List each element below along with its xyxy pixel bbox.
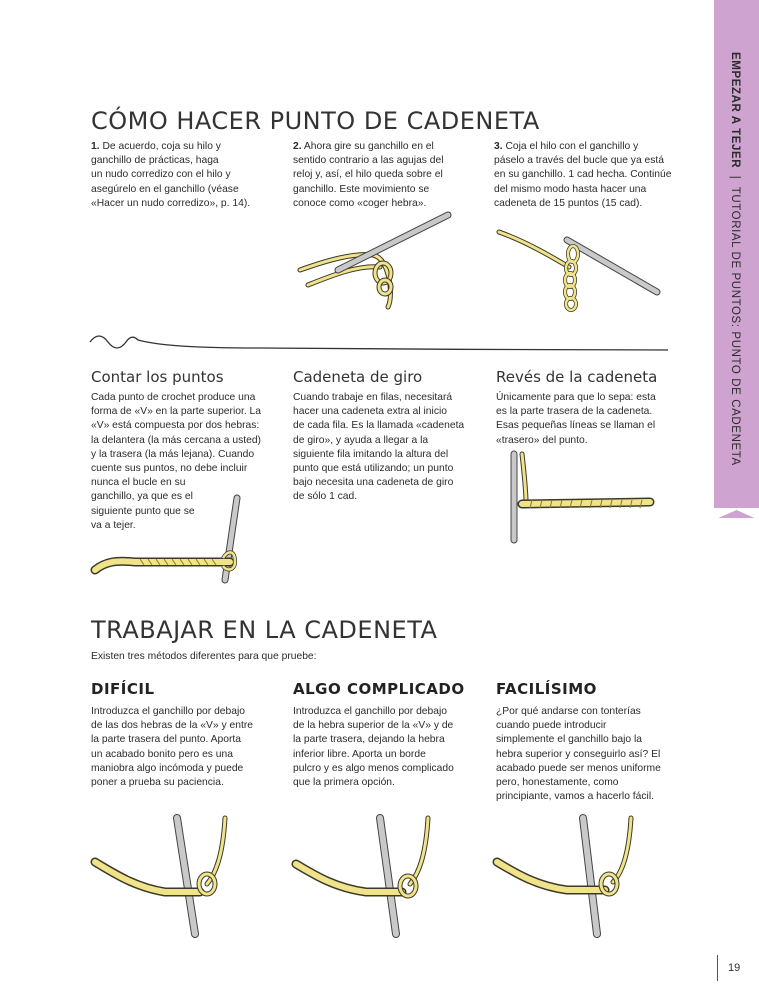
section1-title: CÓMO HACER PUNTO DE CADENETA — [91, 107, 540, 135]
step-3-body: Coja el hilo con el ganchillo y páselo a través del bucle que ya está en su ganchillo. 1 cad hecha. Continúe del mismo modo hasta hacer una cadeneta de 15 puntos (15 cad). — [494, 141, 672, 209]
section3-intro: Existen tres métodos diferentes para que pruebe: — [91, 651, 317, 662]
count-stitches-text: Cada punto de crochet produce una forma de «V» en la parte superior. La «V» está compuesta por dos hebras: la delantera (la más cercana a usted) y la trasera (la más lejana). Cuando cuente sus puntos, no debe incluir nunca el bucle en su ganchillo, ya que es el siguiente punto que se va a tejer. — [91, 392, 262, 531]
side-tab-separator: | — [729, 175, 741, 180]
step-2-body: Ahora gire su ganchillo en el sentido contrario a las agujas del reloj y, así, el hilo queda sobre el ganchillo. Este movimiento se conoce como «coger hebra». — [293, 141, 444, 209]
step-1-body: De acuerdo, coja su hilo y ganchillo de prácticas, haga un nudo corredizo con el hilo y asegúrelo en el ganchillo (véase «Hacer un nudo corredizo», p. 14). — [91, 141, 251, 209]
difficult-title: DIFÍCIL — [91, 680, 155, 698]
count-stitches-title: Contar los puntos — [91, 368, 224, 386]
step-2-illustration — [298, 215, 463, 305]
somewhat-complicated-text: Introduzca el ganchillo por debajo de la hebra superior de la «V» y de la parte trasera, dejando la hebra inferior libre. Aporta un borde pulcro y es algo menos complicado que la primera opción. — [293, 706, 454, 789]
side-tab-section: EMPEZAR A TEJER — [729, 52, 741, 169]
very-easy-illustration — [497, 812, 647, 942]
turning-chain-text: Cuando trabaje en filas, necesitará hacer una cadeneta extra al inicio de cada fila. Es la llamada «cadeneta de giro», y ayuda a llegar a la siguiente fila imitando la altura del punto que está utilizando; un punto bajo necesita una cadeneta de giro de sólo 1 cad. — [293, 392, 465, 503]
count-stitches-illustration — [95, 490, 255, 585]
turning-chain-title: Cadeneta de giro — [293, 368, 423, 386]
very-easy-title: FACILÍSIMO — [496, 680, 597, 698]
page-number: 19 — [728, 962, 741, 974]
step-1-number: 1. — [91, 141, 100, 152]
step-3-illustration — [497, 222, 662, 312]
chain-back-illustration — [500, 452, 665, 542]
step-1-text — [91, 140, 281, 211]
section3-title: TRABAJAR EN LA CADENETA — [91, 616, 438, 644]
side-tab-subsection: TUTORIAL DE PUNTOS: PUNTO DE CADENETA — [729, 186, 741, 466]
difficult-illustration — [95, 812, 245, 942]
side-tab-text — [714, 0, 759, 518]
wavy-divider — [90, 330, 670, 354]
very-easy-text: ¿Por qué andarse con tonterías cuando puede introducir simplemente el ganchillo bajo la hebra superior y conseguirlo así? El acabado puede ser menos uniforme pero, honestamente, como principiante, vamos a hacerlo fácil. — [496, 706, 661, 803]
somewhat-complicated-title: ALGO COMPLICADO — [293, 680, 465, 698]
chain-back-text: Únicamente para que lo sepa: esta es la parte trasera de la cadeneta. Esas pequeñas líneas se llaman el «trasero» del punto. — [496, 392, 656, 446]
side-tab — [714, 0, 759, 518]
somewhat-complicated-illustration — [296, 812, 446, 942]
step-3-text — [494, 140, 694, 211]
side-tab-notch — [714, 508, 759, 520]
page-number-divider — [717, 955, 718, 981]
step-2-number: 2. — [293, 141, 302, 152]
step-3-number: 3. — [494, 141, 503, 152]
chain-back-title: Revés de la cadeneta — [496, 368, 658, 386]
step-2-text — [293, 140, 483, 211]
difficult-text: Introduzca el ganchillo por debajo de las dos hebras de la «V» y entre la parte trasera del punto. Aporta un acabado bonito pero es una maniobra algo incómoda y puede poner a prueba su paciencia. — [91, 706, 253, 789]
